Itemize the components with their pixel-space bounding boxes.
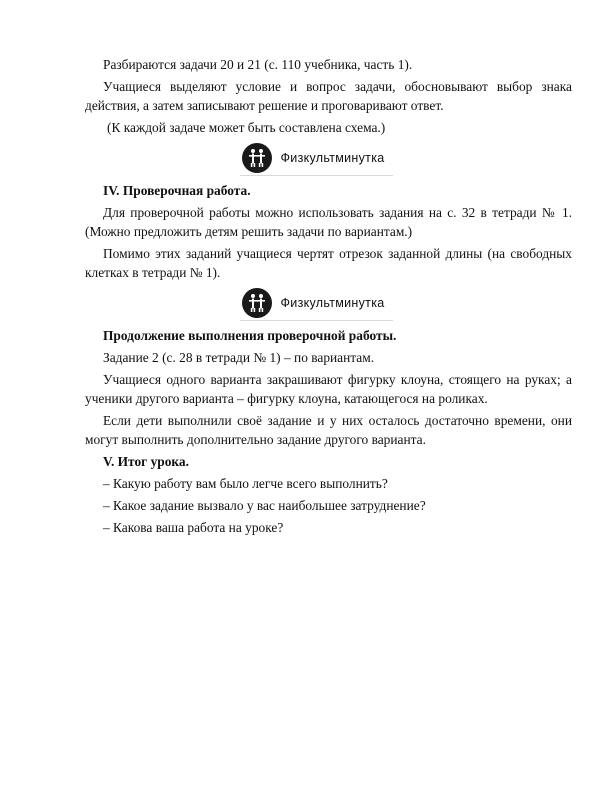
paragraph-verification-tasks: Для проверочной работы можно использовать задания на с. 32 в тетради № 1. (Можно предложить детям решить задачи по вариантам.) xyxy=(85,205,572,239)
paragraph-segment-drawing: Помимо этих заданий учащиеся чертят отрезок заданной длины (на свободных клетках в тетради № 1). xyxy=(85,246,572,280)
two-figures-exercise-icon xyxy=(242,288,272,318)
fizminutka-label: Физкультминутка xyxy=(280,295,385,310)
fizminutka-divider-1 xyxy=(85,141,572,177)
paragraph-task-2: Задание 2 (с. 28 в тетради № 1) – по вариантам. xyxy=(103,350,375,365)
paragraph-students-action: Учащиеся выделяют условие и вопрос задачи, обосновывают выбор знака действия, а затем записывают решение и проговаривают ответ. xyxy=(85,79,572,113)
fizminutka-box xyxy=(240,287,392,321)
section-4-title: IV. Проверочная работа. xyxy=(103,183,251,198)
question-item: – Какова ваша работа на уроке? xyxy=(103,520,284,535)
document-page xyxy=(85,55,572,537)
paragraph-tasks: Разбираются задачи 20 и 21 (с. 110 учебника, часть 1). xyxy=(103,57,413,72)
paragraph-clown-coloring: Учащиеся одного варианта закрашивают фигурку клоуна, стоящего на руках; а ученики другого варианта – фигурку клоуна, катающегося на роликах. xyxy=(85,372,572,406)
question-item: – Какое задание вызвало у вас наибольшее затруднение? xyxy=(103,498,426,513)
paragraph-extra-task: Если дети выполнили своё задание и у них осталось достаточно времени, они могут выполнить дополнительно задание другого варианта. xyxy=(85,413,572,447)
paragraph-scheme-note: (К каждой задаче может быть составлена схема.) xyxy=(107,120,386,135)
fizminutka-box xyxy=(240,142,392,176)
question-item: – Какую работу вам было легче всего выполнить? xyxy=(103,476,388,491)
section-5-title: V. Итог урока. xyxy=(103,454,189,469)
fizminutka-label: Физкультминутка xyxy=(280,150,385,165)
two-figures-exercise-icon xyxy=(242,143,272,173)
continuation-title: Продолжение выполнения проверочной работы. xyxy=(103,328,397,343)
fizminutka-divider-2 xyxy=(85,286,572,322)
